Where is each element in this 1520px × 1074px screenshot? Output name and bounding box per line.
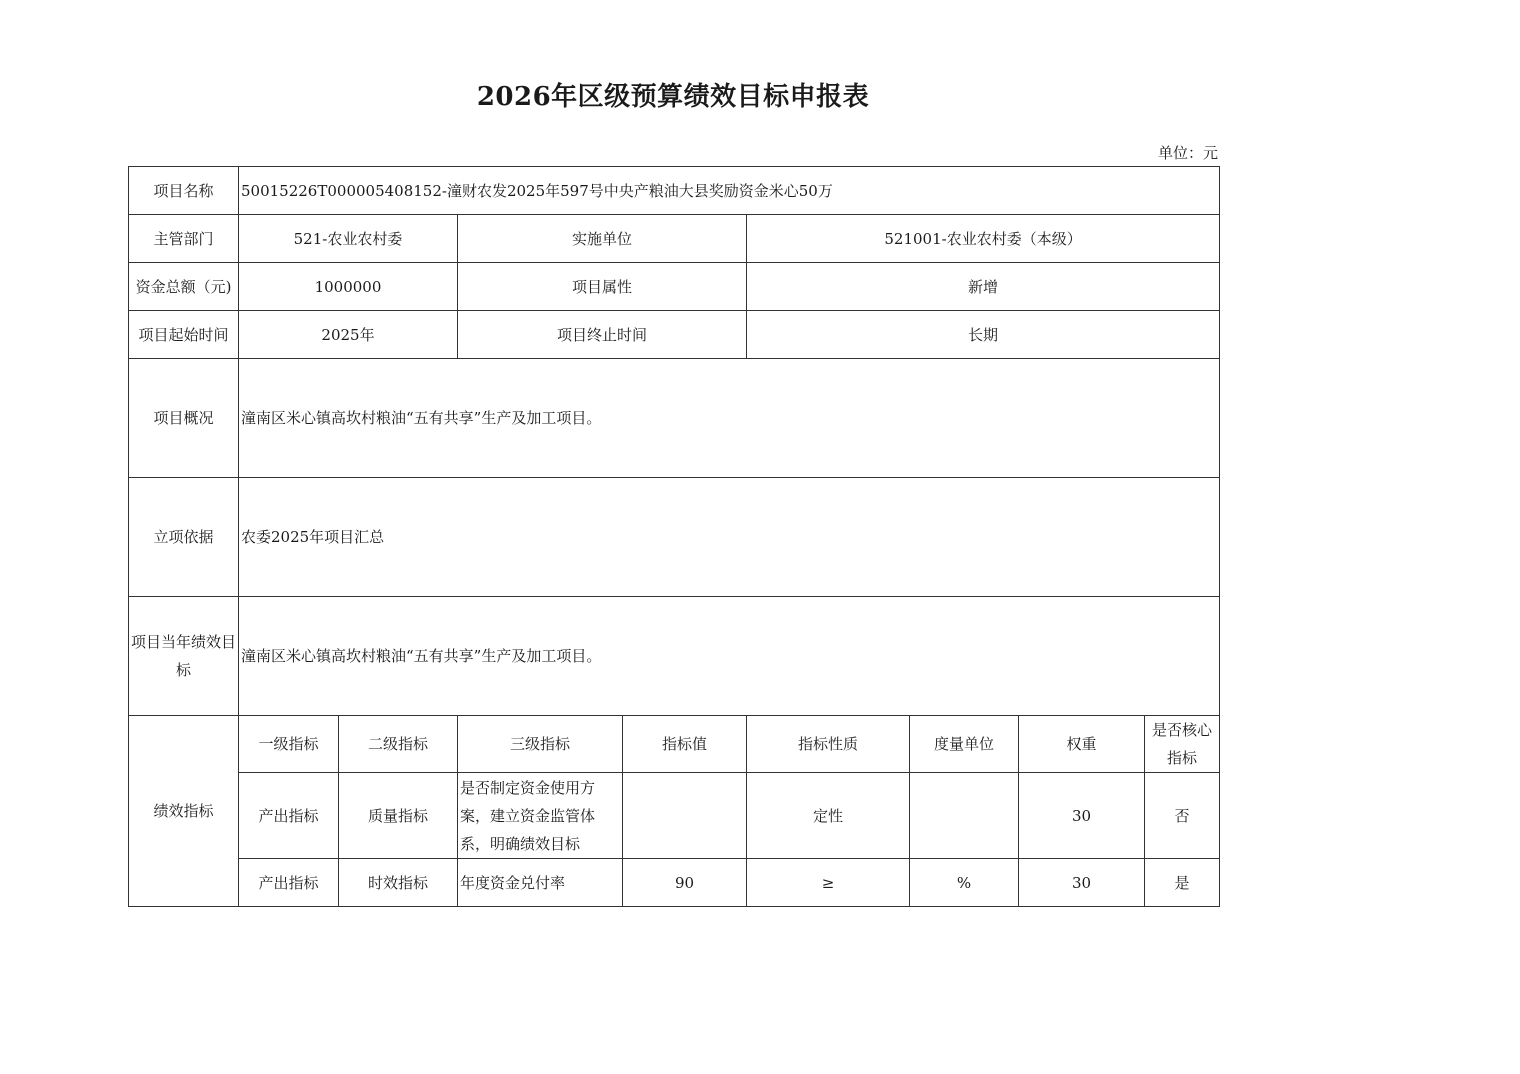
page-title: 2026年区级预算绩效目标申报表	[476, 82, 870, 112]
metric-weight: 30	[1019, 859, 1145, 907]
metric-value: 90	[623, 859, 747, 907]
overview-value: 潼南区米心镇高坎村粮油“五有共享”生产及加工项目。	[239, 359, 1220, 478]
metric-unit: %	[910, 859, 1019, 907]
header-level2: 二级指标	[339, 716, 458, 773]
metrics-section-label: 绩效指标	[129, 716, 239, 907]
header-unit: 度量单位	[910, 716, 1019, 773]
metric-weight: 30	[1019, 773, 1145, 859]
annual-goal-row	[129, 597, 1220, 716]
metric-nature: ≥	[747, 859, 910, 907]
implementing-unit-label: 实施单位	[458, 215, 747, 263]
department-label: 主管部门	[129, 215, 239, 263]
metric-row	[129, 773, 1220, 859]
metric-level3: 是否制定资金使用方案，建立资金监管体系，明确绩效目标	[458, 773, 623, 859]
metric-core: 否	[1145, 773, 1220, 859]
funds-row	[129, 263, 1220, 311]
budget-performance-form	[128, 166, 1220, 907]
department-row	[129, 215, 1220, 263]
total-funds-value: 1000000	[239, 263, 458, 311]
header-core: 是否核心指标	[1145, 716, 1220, 773]
project-name-value: 50015226T000005408152-潼财农发2025年597号中央产粮油大县奖励资金米心50万	[239, 167, 1220, 215]
basis-row	[129, 478, 1220, 597]
unit-label: 单位：元	[1157, 144, 1218, 162]
metric-unit	[910, 773, 1019, 859]
implementing-unit-value: 521001-农业农村委（本级）	[747, 215, 1220, 263]
metrics-header-row	[129, 716, 1220, 773]
metric-level2: 质量指标	[339, 773, 458, 859]
project-attribute-label: 项目属性	[458, 263, 747, 311]
header-level1: 一级指标	[239, 716, 339, 773]
overview-row	[129, 359, 1220, 478]
annual-goal-label: 项目当年绩效目标	[129, 597, 239, 716]
metric-level3: 年度资金兑付率	[458, 859, 623, 907]
period-row	[129, 311, 1220, 359]
annual-goal-value: 潼南区米心镇高坎村粮油“五有共享”生产及加工项目。	[239, 597, 1220, 716]
project-name-row	[129, 167, 1220, 215]
end-time-value: 长期	[747, 311, 1220, 359]
basis-label: 立项依据	[129, 478, 239, 597]
metric-level2: 时效指标	[339, 859, 458, 907]
project-name-label: 项目名称	[129, 167, 239, 215]
metric-row	[129, 859, 1220, 907]
metric-nature: 定性	[747, 773, 910, 859]
end-time-label: 项目终止时间	[458, 311, 747, 359]
metric-level1: 产出指标	[239, 859, 339, 907]
start-time-label: 项目起始时间	[129, 311, 239, 359]
department-value: 521-农业农村委	[239, 215, 458, 263]
header-value: 指标值	[623, 716, 747, 773]
header-nature: 指标性质	[747, 716, 910, 773]
basis-value: 农委2025年项目汇总	[239, 478, 1220, 597]
metric-value	[623, 773, 747, 859]
metric-level1: 产出指标	[239, 773, 339, 859]
total-funds-label: 资金总额（元)	[129, 263, 239, 311]
start-time-value: 2025年	[239, 311, 458, 359]
overview-label: 项目概况	[129, 359, 239, 478]
header-weight: 权重	[1019, 716, 1145, 773]
metric-core: 是	[1145, 859, 1220, 907]
header-level3: 三级指标	[458, 716, 623, 773]
project-attribute-value: 新增	[747, 263, 1220, 311]
